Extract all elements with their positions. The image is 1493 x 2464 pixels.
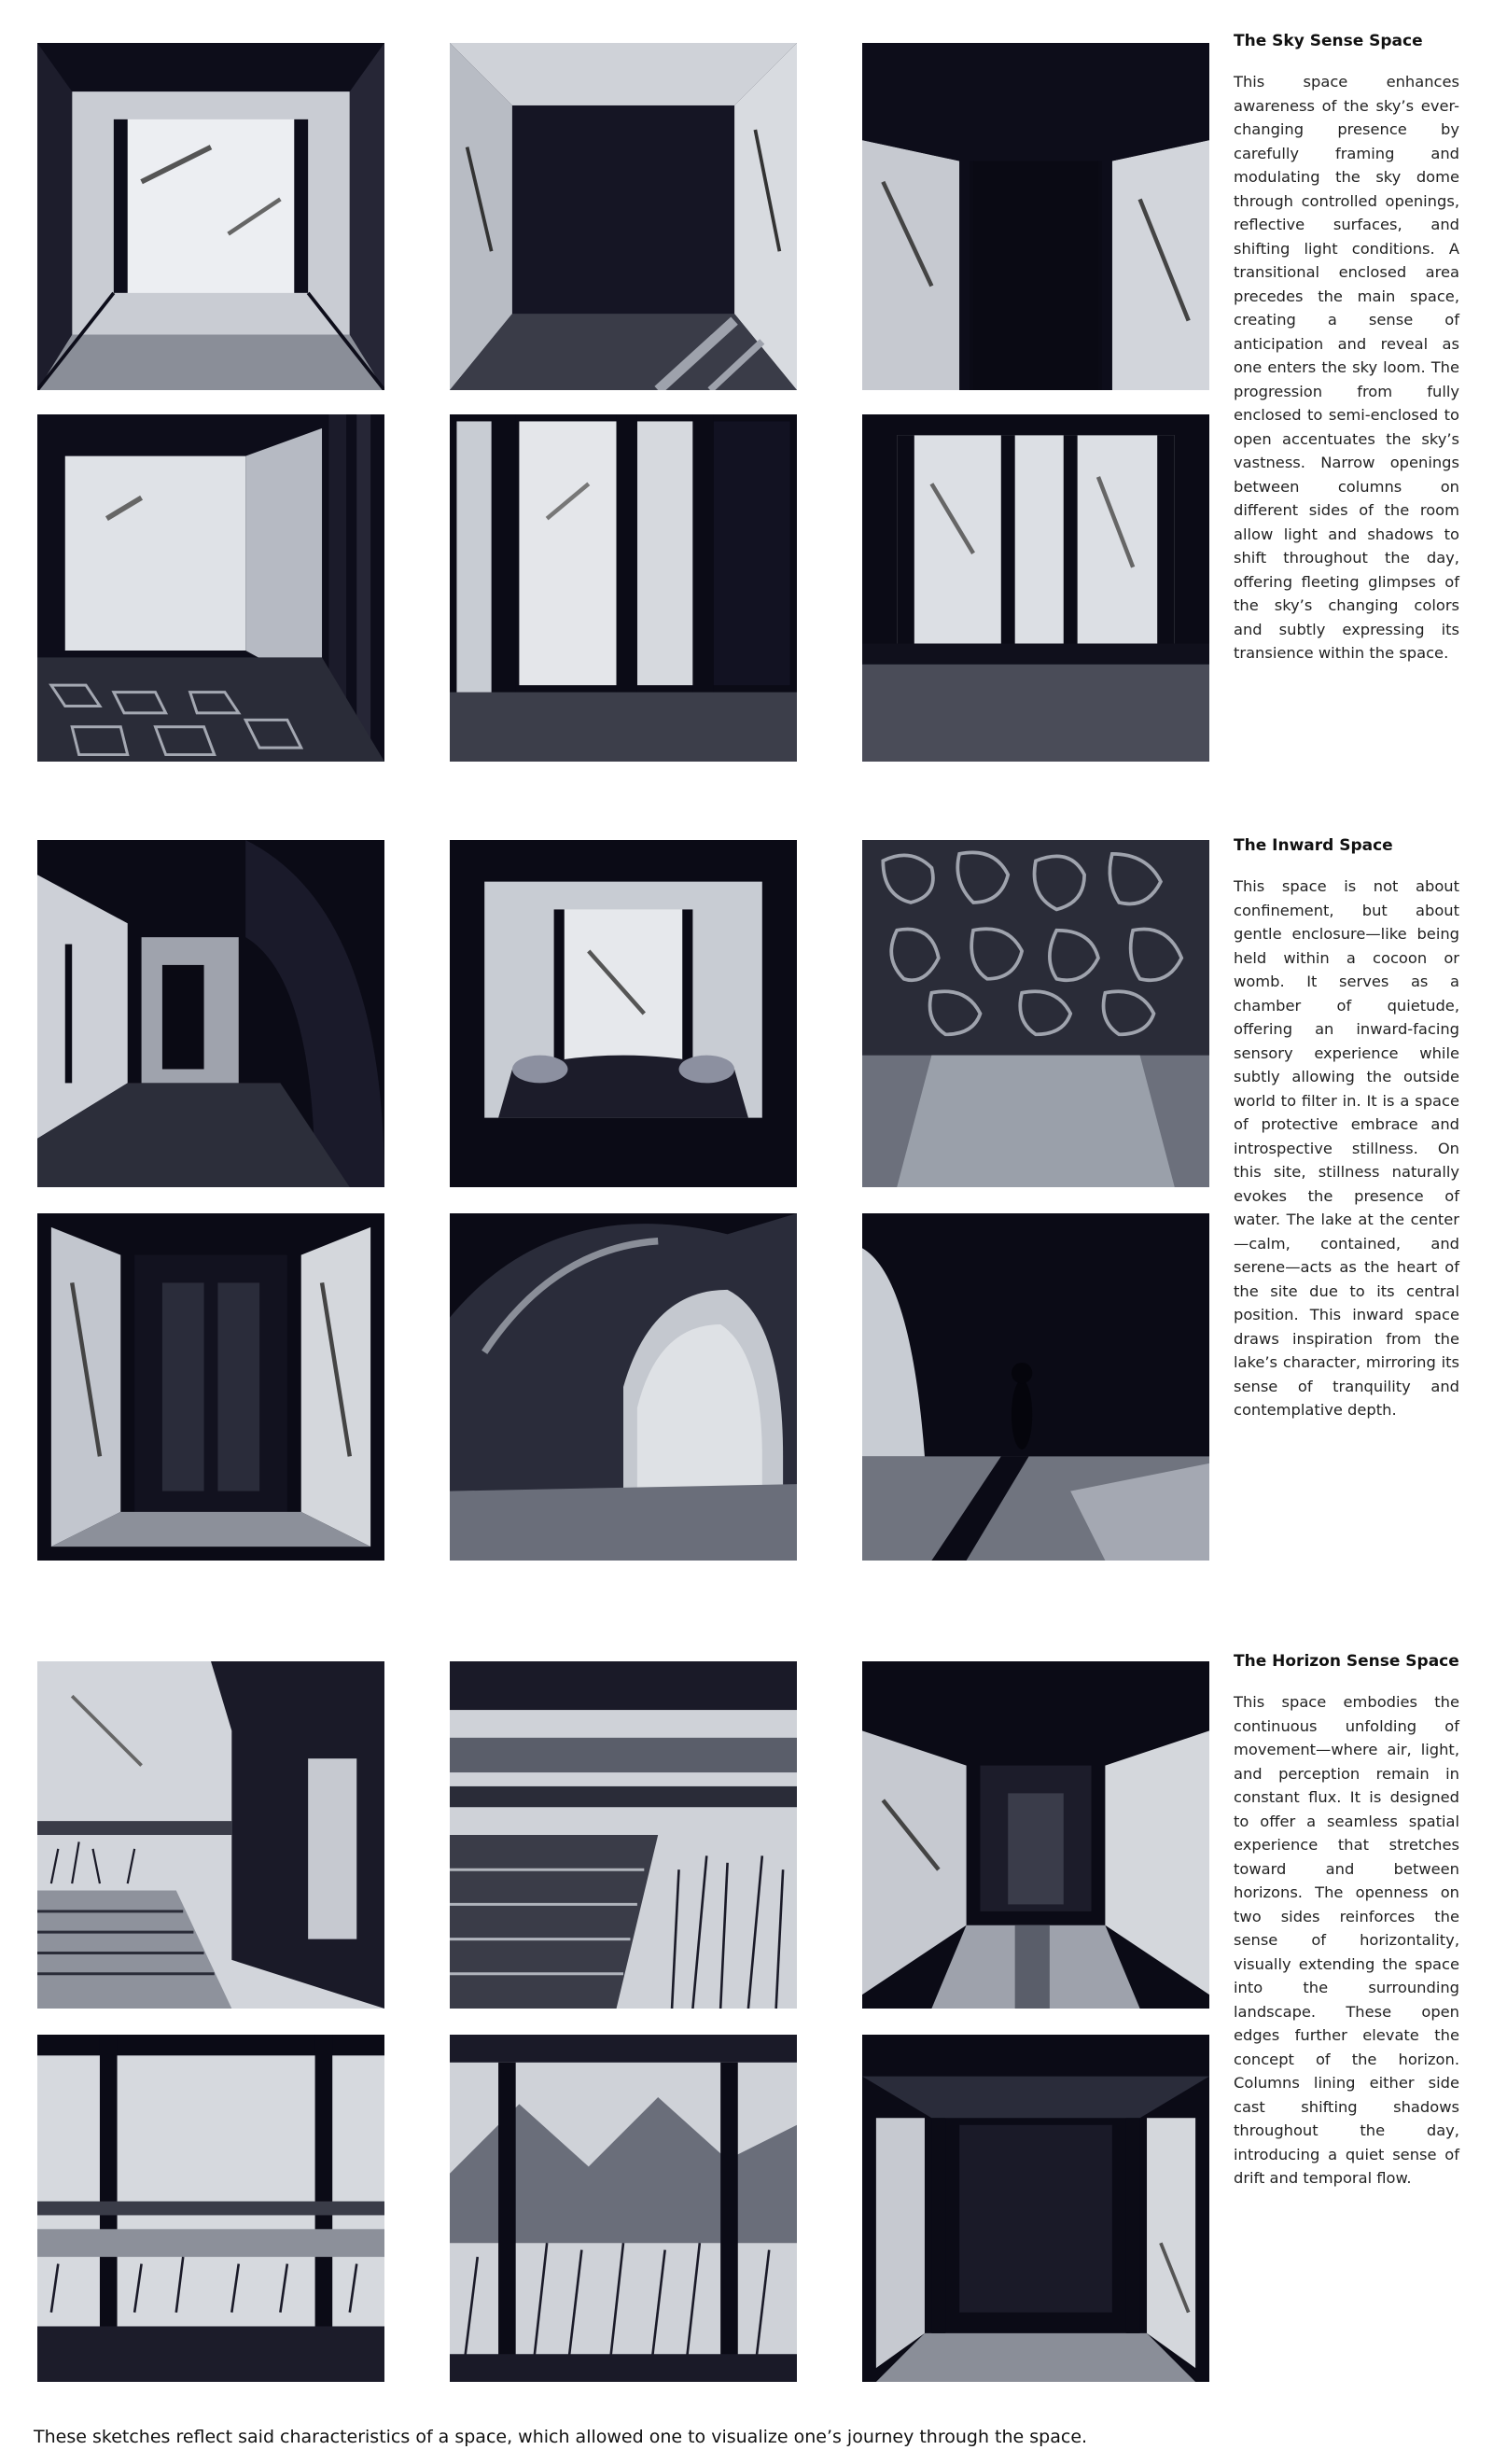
section-title: The Horizon Sense Space	[1234, 1652, 1459, 1671]
sketch-steps-grass-horizon	[450, 1661, 797, 2009]
section-sky-sense	[0, 0, 1493, 765]
sketch-column-window-room	[862, 414, 1209, 762]
sketch-sky-room-framed-opening	[37, 43, 384, 390]
section-horizon-sense	[0, 1624, 1493, 2408]
inward-text	[1234, 836, 1459, 1422]
sketch-framed-corridor-landscape	[862, 1661, 1209, 2009]
sketch-pavilion-corridor-view	[862, 2035, 1209, 2382]
sketch-dark-corridor-room	[450, 43, 797, 390]
horizon-sense-text	[1234, 1652, 1459, 2191]
sketch-mountains-columns-grass	[450, 2035, 797, 2382]
sketch-stone-wall-chamber	[862, 840, 1209, 1187]
section-description: This space embodies the continuous unfolding of movement—where air, light, and perception remain in constant flux. It is designed to offer a seamless spatial experience that stretches toward and between horizons. The openness on two sides reinforces the sense of horizontality, visually extending the space into the surrounding landscape. These open edges further elevate the concept of the horizon. Columns lining either side cast shifting shadows throughout the day, introducing a quiet sense of drift and temporal flow.	[1234, 1693, 1459, 2187]
section-inward	[0, 803, 1493, 1587]
sketch-vaulted-tunnel	[450, 1213, 797, 1561]
section-title: The Sky Sense Space	[1234, 32, 1423, 50]
sky-sense-text	[1234, 32, 1459, 665]
sketch-bed-window-room	[450, 840, 797, 1187]
sketch-column-light-room	[450, 414, 797, 762]
sketch-shadow-figure-tunnel	[862, 1213, 1209, 1561]
section-description: This space is not about confinement, but about gentle enclosure—like being held within a cocoon or womb. It serves as a chamber of quietude, offering an inward-facing sensory experience while subtly allowing the outside world to filter in. It is a space of protective embrace and introspective stillness. On this site, stillness naturally evokes the presence of water. The lake at the center—calm, contained, and serene—acts as the heart of the site due to its central position. This inward space draws inspiration from the lake’s character, mirroring its sense of tranquility and contemplative depth.	[1234, 877, 1459, 1419]
sketch-window-room-stone-floor	[37, 414, 384, 762]
section-description: This space enhances awareness of the sky’s ever-changing presence by carefully framing and modulating the sky dome through controlled openings, reflective surfaces, and shifting light conditions. A transitional enclosed area precedes the main space, creating a sense of anticipation and reveal as one enters the sky loom. The progression from fully enclosed to semi-enclosed to open accentuates the sky’s vastness. Narrow openings between columns on different sides of the room allow light and shadows to shift throughout the day, offering fleeting glimpses of the sky’s changing colors and subtly expressing its transience within the space.	[1234, 73, 1459, 662]
sketch-columns-sea-view	[37, 2035, 384, 2382]
footer-caption: These sketches reflect said characteristics of a space, which allowed one to visualize one’s journey through the space.	[34, 2427, 1088, 2447]
sketch-stairs-landscape-pavilion	[37, 1661, 384, 2009]
section-title: The Inward Space	[1234, 836, 1393, 855]
sketch-door-room	[37, 1213, 384, 1561]
sketch-curved-wall-room	[37, 840, 384, 1187]
sketch-pillar-framed-view	[862, 43, 1209, 390]
